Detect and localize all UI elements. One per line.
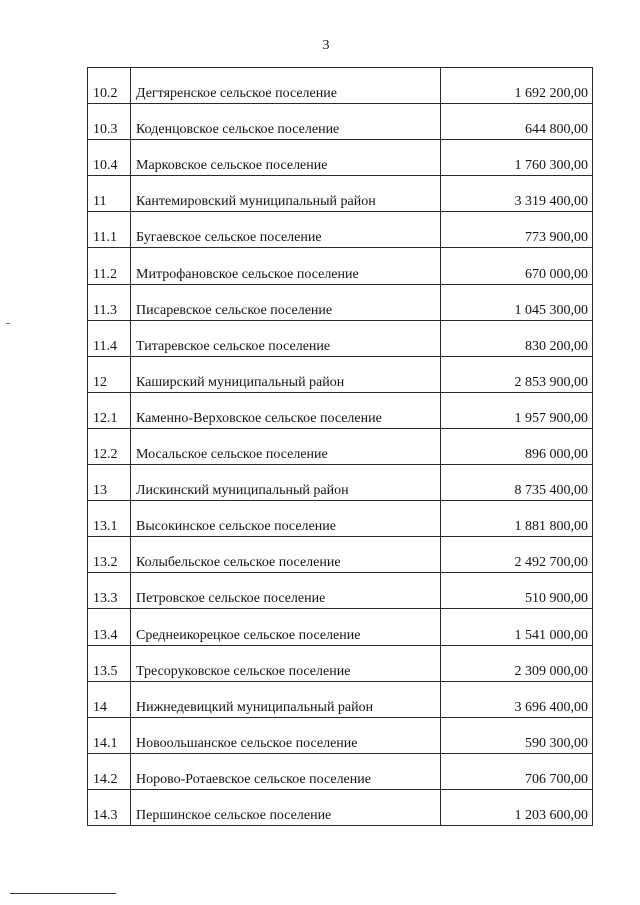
amount-cell: 3 319 400,00 — [441, 176, 593, 212]
row-number-cell: 10.3 — [88, 104, 131, 140]
amount-cell: 2 853 900,00 — [441, 356, 593, 392]
allocation-table — [87, 67, 593, 826]
amount-cell: 2 309 000,00 — [441, 645, 593, 681]
margin-mark — [6, 323, 10, 324]
row-number-cell: 14.2 — [88, 753, 131, 789]
amount-cell: 2 492 700,00 — [441, 537, 593, 573]
row-number-cell: 11.1 — [88, 212, 131, 248]
table-row — [88, 104, 593, 140]
row-number-cell: 13.2 — [88, 537, 131, 573]
municipality-name-cell: Першинское сельское поселение — [131, 789, 441, 825]
row-number-cell: 11.4 — [88, 320, 131, 356]
row-number-cell: 10.2 — [88, 68, 131, 104]
table-row — [88, 609, 593, 645]
row-number-cell: 11.2 — [88, 248, 131, 284]
row-number-cell: 10.4 — [88, 140, 131, 176]
municipality-name-cell: Дегтяренское сельское поселение — [131, 68, 441, 104]
municipality-name-cell: Среднеикорецкое сельское поселение — [131, 609, 441, 645]
municipality-name-cell: Каширский муниципальный район — [131, 356, 441, 392]
amount-cell: 8 735 400,00 — [441, 465, 593, 501]
table-row — [88, 428, 593, 464]
table-row — [88, 392, 593, 428]
table-row — [88, 140, 593, 176]
table-row — [88, 356, 593, 392]
municipality-name-cell: Петровское сельское поселение — [131, 573, 441, 609]
municipality-name-cell: Титаревское сельское поселение — [131, 320, 441, 356]
row-number-cell: 13 — [88, 465, 131, 501]
municipality-name-cell: Норово-Ротаевское сельское поселение — [131, 753, 441, 789]
table-row — [88, 645, 593, 681]
table-row — [88, 68, 593, 104]
table-body — [88, 68, 593, 826]
municipality-name-cell: Писаревское сельское поселение — [131, 284, 441, 320]
amount-cell: 1 541 000,00 — [441, 609, 593, 645]
amount-cell: 1 203 600,00 — [441, 789, 593, 825]
municipality-name-cell: Митрофановское сельское поселение — [131, 248, 441, 284]
amount-cell: 1 692 200,00 — [441, 68, 593, 104]
table-row — [88, 320, 593, 356]
amount-cell: 590 300,00 — [441, 717, 593, 753]
row-number-cell: 11.3 — [88, 284, 131, 320]
municipality-name-cell: Коденцовское сельское поселение — [131, 104, 441, 140]
row-number-cell: 13.4 — [88, 609, 131, 645]
row-number-cell: 14.3 — [88, 789, 131, 825]
amount-cell: 1 045 300,00 — [441, 284, 593, 320]
row-number-cell: 14 — [88, 681, 131, 717]
amount-cell: 1 881 800,00 — [441, 501, 593, 537]
table-row — [88, 248, 593, 284]
municipality-name-cell: Кантемировский муниципальный район — [131, 176, 441, 212]
row-number-cell: 12 — [88, 356, 131, 392]
amount-cell: 510 900,00 — [441, 573, 593, 609]
municipality-name-cell: Нижнедевицкий муниципальный район — [131, 681, 441, 717]
row-number-cell: 14.1 — [88, 717, 131, 753]
municipality-name-cell: Мосальское сельское поселение — [131, 428, 441, 464]
table-row — [88, 681, 593, 717]
municipality-name-cell: Марковское сельское поселение — [131, 140, 441, 176]
municipality-name-cell: Колыбельское сельское поселение — [131, 537, 441, 573]
table-row — [88, 284, 593, 320]
amount-cell: 773 900,00 — [441, 212, 593, 248]
municipality-name-cell: Каменно-Верховское сельское поселение — [131, 392, 441, 428]
row-number-cell: 12.1 — [88, 392, 131, 428]
table-row — [88, 717, 593, 753]
municipality-name-cell: Высокинское сельское поселение — [131, 501, 441, 537]
amount-cell: 644 800,00 — [441, 104, 593, 140]
table-row — [88, 176, 593, 212]
municipality-name-cell: Бугаевское сельское поселение — [131, 212, 441, 248]
amount-cell: 670 000,00 — [441, 248, 593, 284]
row-number-cell: 11 — [88, 176, 131, 212]
table-row — [88, 537, 593, 573]
municipality-name-cell: Лискинский муниципальный район — [131, 465, 441, 501]
page-number: 3 — [322, 38, 330, 53]
table-row — [88, 501, 593, 537]
row-number-cell: 13.5 — [88, 645, 131, 681]
footnote-separator-line — [10, 893, 116, 894]
table-row — [88, 212, 593, 248]
table-row — [88, 789, 593, 825]
amount-cell: 1 957 900,00 — [441, 392, 593, 428]
municipality-name-cell: Тресоруковское сельское поселение — [131, 645, 441, 681]
table-row — [88, 573, 593, 609]
amount-cell: 706 700,00 — [441, 753, 593, 789]
amount-cell: 1 760 300,00 — [441, 140, 593, 176]
amount-cell: 3 696 400,00 — [441, 681, 593, 717]
row-number-cell: 13.3 — [88, 573, 131, 609]
row-number-cell: 12.2 — [88, 428, 131, 464]
amount-cell: 830 200,00 — [441, 320, 593, 356]
row-number-cell: 13.1 — [88, 501, 131, 537]
table-row — [88, 465, 593, 501]
amount-cell: 896 000,00 — [441, 428, 593, 464]
municipality-name-cell: Новоольшанское сельское поселение — [131, 717, 441, 753]
table-row — [88, 753, 593, 789]
